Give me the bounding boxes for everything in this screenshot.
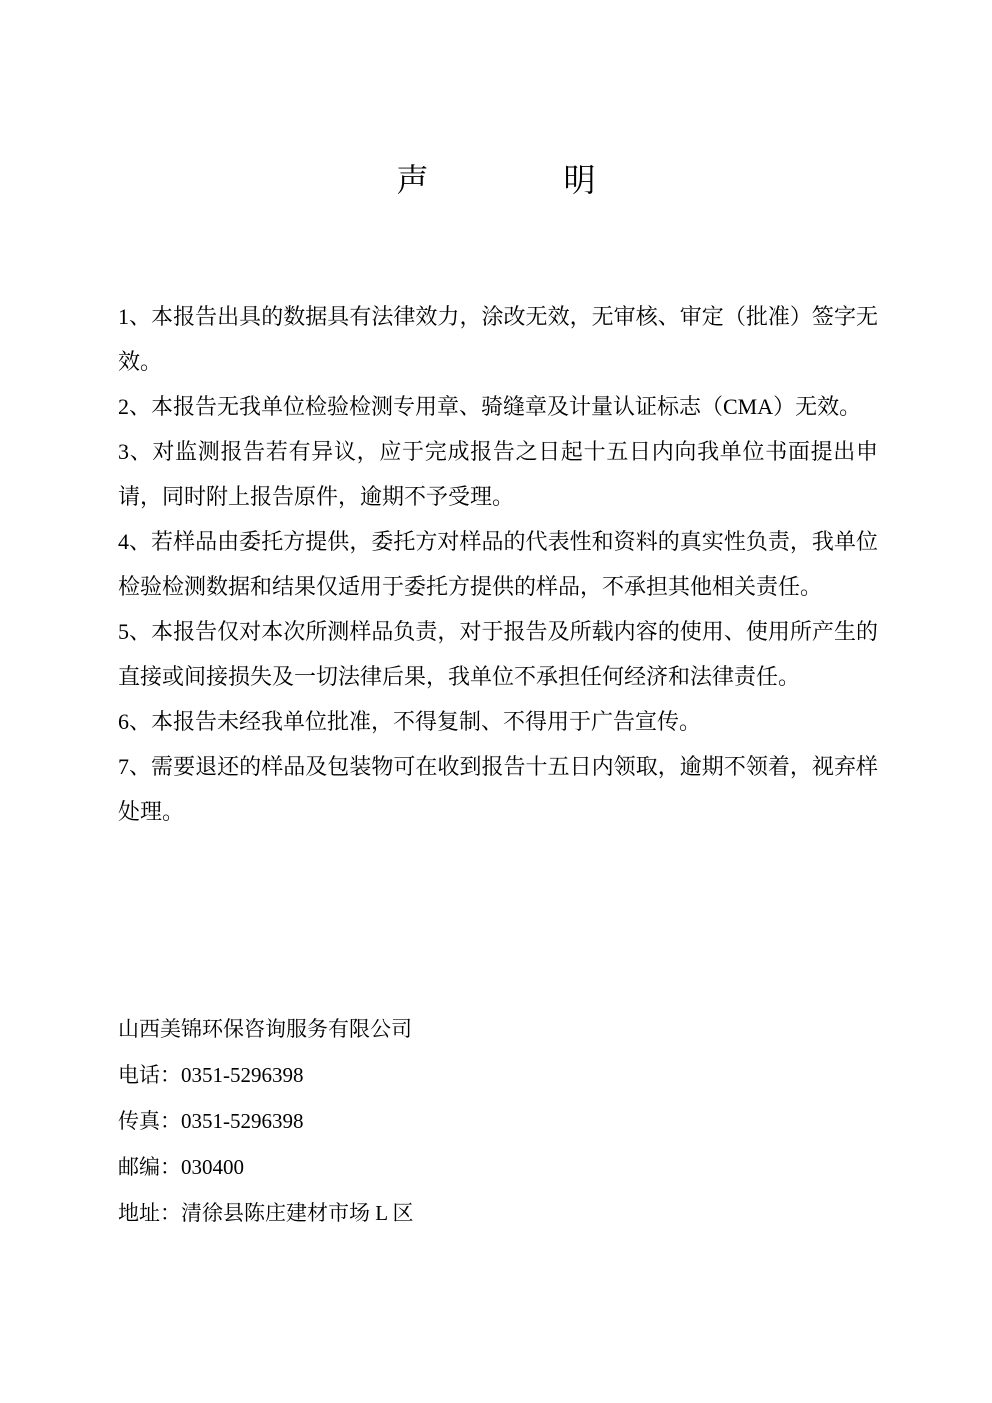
address-value: 清徐县陈庄建材市场 L 区 bbox=[181, 1201, 414, 1225]
statement-item-6: 6、本报告未经我单位批准，不得复制、不得用于广告宣传。 bbox=[118, 709, 702, 734]
document-title: 声明 bbox=[396, 162, 731, 198]
phone-value: 0351-5296398 bbox=[181, 1063, 304, 1087]
postcode-value: 030400 bbox=[181, 1155, 244, 1179]
statement-item-7: 7、需要退还的样品及包装物可在收到报告十五日内领取，逾期不领着，视弃样处理。 bbox=[118, 754, 878, 824]
fax-line bbox=[118, 1098, 878, 1144]
statement-item-5: 5、本报告仅对本次所测样品负责，对于报告及所载内容的使用、使用所产生的直接或间接损失及一切法律后果，我单位不承担任何经济和法律责任。 bbox=[118, 619, 878, 689]
statement-item-3: 3、对监测报告若有异议，应于完成报告之日起十五日内向我单位书面提出申请，同时附上报告原件，逾期不予受理。 bbox=[118, 439, 878, 509]
statement-list bbox=[118, 294, 878, 834]
postcode-line bbox=[118, 1144, 878, 1190]
statement-item-1: 1、本报告出具的数据具有法律效力，涂改无效，无审核、审定（批准）签字无效。 bbox=[118, 304, 878, 374]
fax-value: 0351-5296398 bbox=[181, 1109, 304, 1133]
address-label: 地址： bbox=[118, 1201, 181, 1225]
statement-item-4: 4、若样品由委托方提供，委托方对样品的代表性和资料的真实性负责，我单位检验检测数据和结果仅适用于委托方提供的样品，不承担其他相关责任。 bbox=[118, 529, 878, 599]
company-name: 山西美锦环保咨询服务有限公司 bbox=[118, 1017, 412, 1041]
phone-label: 电话： bbox=[118, 1063, 181, 1087]
company-contact-block bbox=[118, 1006, 878, 1236]
fax-label: 传真： bbox=[118, 1109, 181, 1133]
phone-line bbox=[118, 1052, 878, 1098]
postcode-label: 邮编： bbox=[118, 1155, 181, 1179]
statement-item-2: 2、本报告无我单位检验检测专用章、骑缝章及计量认证标志（CMA）无效。 bbox=[118, 394, 862, 419]
address-line bbox=[118, 1190, 878, 1236]
